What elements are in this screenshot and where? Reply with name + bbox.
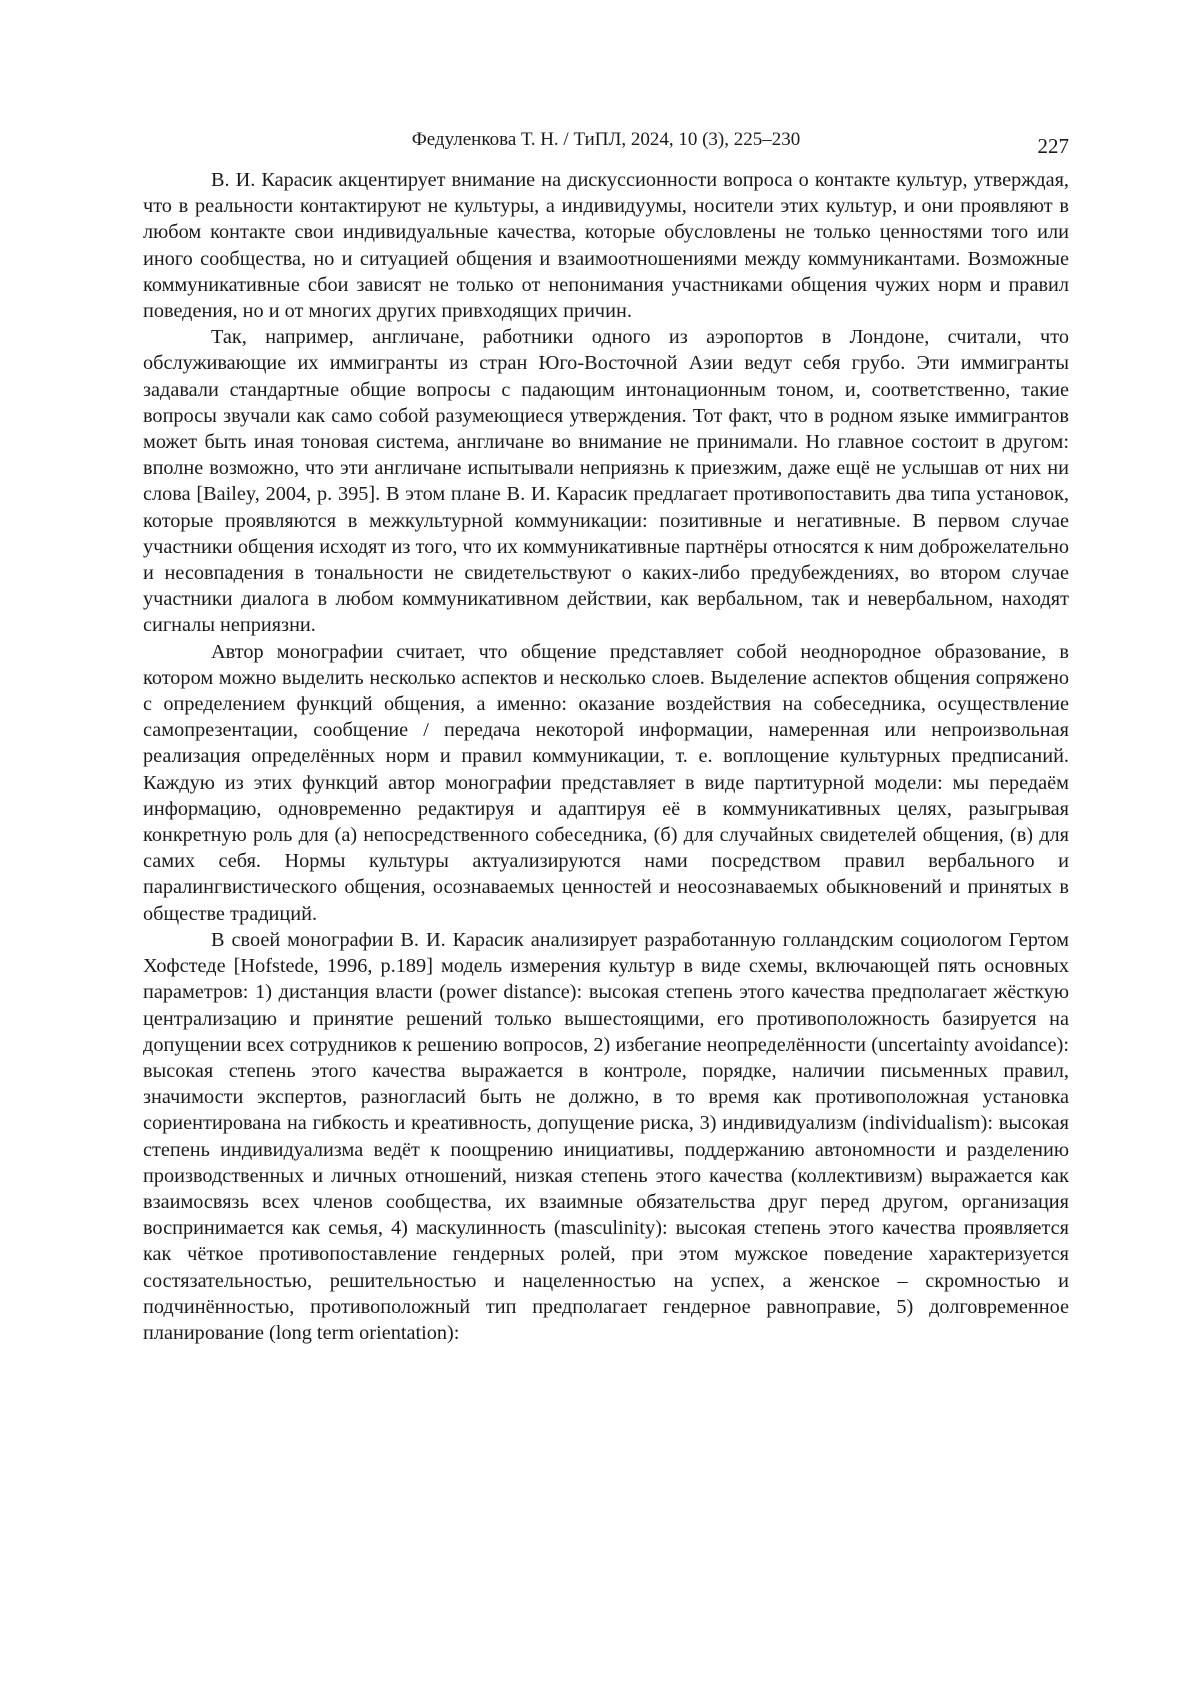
paragraph-3: Автор монографии считает, что общение представляет собой неоднородное образование, в котором можно выделить несколько аспектов и несколько слоев. Выделение аспектов общения сопряжено с определением функций общения, а именно: оказание воздействия на собеседника, осуществление самопрезентации, сообщение / передача некоторой информации, намеренная или непроизвольная реализация определённых норм и правил коммуникации, т. е. воплощение культурных предписаний. Каждую из этих функций автор монографии представляет в виде партитурной модели: мы передаём информацию, одновременно редактируя и адаптируя её в коммуникативных целях, разыгрывая конкретную роль для (а) непосредственного собеседника, (б) для случайных свидетелей общения, (в) для самих себя. Нормы культуры актуализируются нами посредством правил вербального и паралингвистического общения, осознаваемых ценностей и неосознаваемых обыкновений и принятых в обществе традиций. <box>143 640 1069 925</box>
running-head: Федуленкова Т. Н. / ТиПЛ, 2024, 10 (3), 225–230 <box>411 129 801 150</box>
paragraph-1: В. И. Карасик акцентирует внимание на дискуссионности вопроса о контакте культур, утверждая, что в реальности контактируют не культуры, а индивидуумы, носители этих культур, и они проявляют в любом контакте свои индивидуальные качества, которые обусловлены не только ценностями того или иного сообщества, но и ситуацией общения и взаимоотношениями между коммуникантами. Возможные коммуникативные сбои зависят не только от непонимания участниками общения чужих норм и правил поведения, но и от многих других привходящих причин. <box>143 169 1069 323</box>
page-number: 227 <box>1037 134 1069 158</box>
paragraph-4: В своей монографии В. И. Карасик анализирует разработанную голландским социологом Гертом Хофстеде [Hofstede, 1996, p.189] модель измерения культур в виде схемы, включающей пять основных параметров: 1) дистанция власти (power distance): высокая степень этого качества предполагает жёсткую централизацию и принятие решений только вышестоящими, его противоположность базируется на допущении всех сотрудников к решению вопросов, 2) избегание неопределённости (uncertainty avoidance): высокая степень этого качества выражается в контроле, порядке, наличии письменных правил, значимости экспертов, разногласий быть не должно, в то время как противоположная установка сориентирована на гибкость и креативность, допущение риска, 3) индивидуализм (individualism): высокая степень индивидуализма ведёт к поощрению инициативы, поддержанию автономности и разделению производственных и личных отношений, низкая степень этого качества (коллективизм) выражается как взаимосвязь всех членов сообщества, их взаимные обязательства друг перед другом, организация воспринимается как семья, 4) маскулинность (masculinity): высокая степень этого качества проявляется как чёткое противопоставление гендерных ролей, при этом мужское поведение характеризуется состязательностью, решительностью и нацеленностью на успех, а женское – скромностью и подчинённостью, противоположный тип предполагает гендерное равноправие, 5) долговременное планирование (long term orientation): <box>143 928 1069 1344</box>
paragraph-2: Так, например, англичане, работники одного из аэропортов в Лондоне, считали, что обслуживающие их иммигранты из стран Юго-Восточной Азии ведут себя грубо. Эти иммигранты задавали стандартные общие вопросы с падающим интонационным тоном, и, соответственно, такие вопросы звучали как само собой разумеющиеся утверждения. Тот факт, что в родном языке иммигрантов может быть иная тоновая система, англичане во внимание не принимали. Но главное состоит в другом: вполне возможно, что эти англичане испытывали неприязнь к приезжим, даже ещё не услышав от них ни слова [Bailey, 2004, p. 395]. В этом плане В. И. Карасик предлагает противопоставить два типа установок, которые проявляются в межкультурной коммуникации: позитивные и негативные. В первом случае участники общения исходят из того, что их коммуникативные партнёры относятся к ним доброжелательно и несовпадения в тональности не свидетельствуют о каких-либо предубеждениях, во втором случае участники диалога в любом коммуникативном действии, как вербальном, так и невербальном, находят сигналы неприязни. <box>143 326 1069 637</box>
page-header <box>143 128 1069 158</box>
body-text <box>143 167 1069 1346</box>
